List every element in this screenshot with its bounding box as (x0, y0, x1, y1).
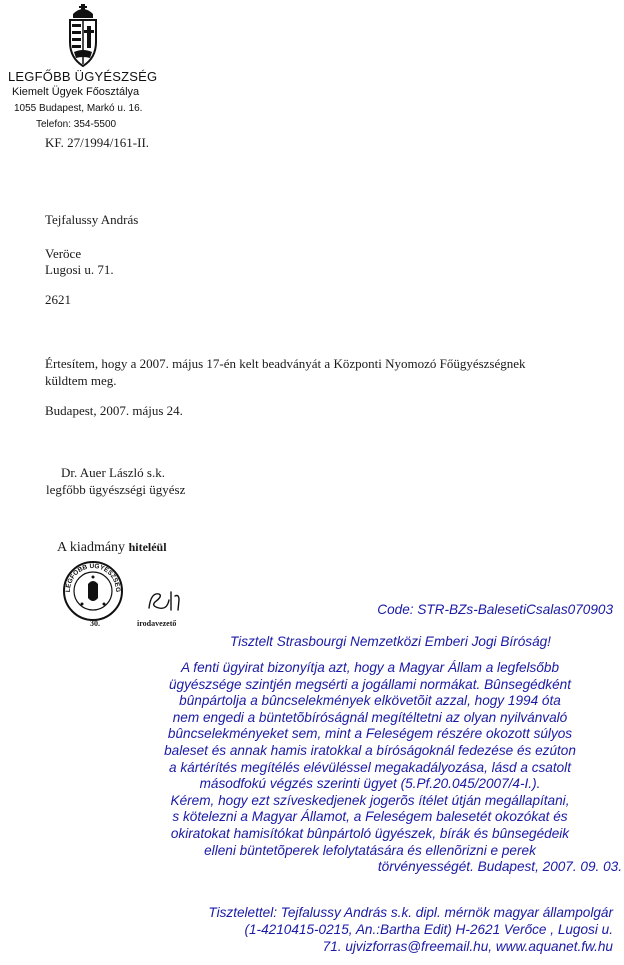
office-manager-label: irodavezető (137, 619, 177, 628)
recipient-town: Veröce (45, 246, 82, 261)
annotation-line: Kérem, hogy ezt szíveskedjenek jogerõs ítélet útján megállapítani, (170, 792, 570, 808)
signatory-title: legfőbb ügyészségi ügyész (46, 482, 186, 497)
letterhead-phone: Telefon: 354-5500 (36, 119, 117, 130)
letterhead-address: 1055 Budapest, Markó u. 16. (14, 103, 143, 114)
annotation-line: baleset és annak hamis iratokkal a bíróságoknál fedezése és ezúton (164, 742, 576, 758)
official-seal-icon (62, 560, 124, 622)
closing-line: 71. ujvizforras@freemail.hu, www.aquanet.fw.hu (322, 939, 613, 954)
recipient-name: Tejfalussy András (45, 212, 139, 227)
annotation-line: másodfokú végzés szerinti ügyet (5.Pf.20.045/2007/4-I.). (199, 776, 541, 792)
stamp-bold-word: hiteléül (128, 540, 167, 554)
authenticity-stamp-label (57, 540, 167, 556)
annotation-line: A fenti ügyirat bizonyítja azt, hogy a Magyar Állam a legfelsőbb (180, 660, 560, 675)
annotation-closing (113, 904, 613, 955)
body-text-line2: küldtem meg. (45, 373, 117, 388)
seal-number: 30. (90, 619, 100, 628)
annotation-line: törvényességét. Budapest, 2007. 09. 03. (377, 859, 622, 875)
stamp-word: kiadmány (69, 540, 126, 555)
case-code: Code: STR-BZs-BalesetiCsalas070903 (377, 602, 613, 617)
letterhead-org: LEGFŐBB ÜGYÉSZSÉG (8, 69, 158, 84)
annotation-line: bûncselekményeket sem, mint a Feleségem részére okozott súlyos (167, 726, 573, 742)
annotation-line: bûnpártolja a bûncselekmények elkövetõit azzal, hogy 1994 óta (179, 693, 561, 709)
annotation-line: s kötelezni a Magyar Államot, a Feleségem balesetét okozókat és (172, 809, 568, 825)
body-date: Budapest, 2007. május 24. (45, 403, 183, 418)
handwritten-signature (145, 586, 185, 614)
reference-number: KF. 27/1994/161-II. (45, 135, 150, 150)
annotation-greeting: Tisztelt Strasbourgi Nemzetközi Emberi Jogi Bíróság! (230, 634, 551, 649)
annotation-line: ügyészsége szintjén megsérti a jogállami normákat. Bûnsegédként (169, 676, 571, 692)
letterhead-dept: Kiemelt Ügyek Főosztálya (12, 86, 140, 98)
closing-line: (1-4210415-0215, An.:Bartha Edit) H-2621 Verőce , Lugosi u. (244, 922, 613, 937)
annotation-line: a kártérítés megítélés elévüléssel megakadályozása, lásd a csatolt (169, 759, 571, 775)
seal-text: LEGFŐBB ÜGYÉSZSÉG (64, 562, 122, 593)
closing-line: Tisztelettel: Tejfalussy András s.k. dipl. mérnök magyar állampolgár (208, 905, 613, 920)
annotation-line: elleni büntetõperek lefolytatására és ellenõrizni e perek (204, 842, 536, 858)
body-text-line1: Értesítem, hogy a 2007. május 17-én kelt beadványát a Központi Nyomozó Főügyészségnek (45, 356, 526, 371)
annotation-line: nem engedi a büntetõbíróságnál megítéltetni az olyan nyilvánvaló (172, 709, 568, 725)
stamp-prefix: A (57, 540, 67, 555)
recipient-street: Lugosi u. 71. (45, 262, 114, 277)
coat-of-arms-icon (64, 4, 102, 70)
recipient-zip: 2621 (45, 292, 71, 307)
signatory-name: Dr. Auer László s.k. (61, 465, 165, 480)
annotation-line: okiratokat hamisítókat bûnpártoló ügyészek, bírák és bûnsegédeik (170, 825, 570, 841)
annotation-paragraph (110, 660, 624, 876)
